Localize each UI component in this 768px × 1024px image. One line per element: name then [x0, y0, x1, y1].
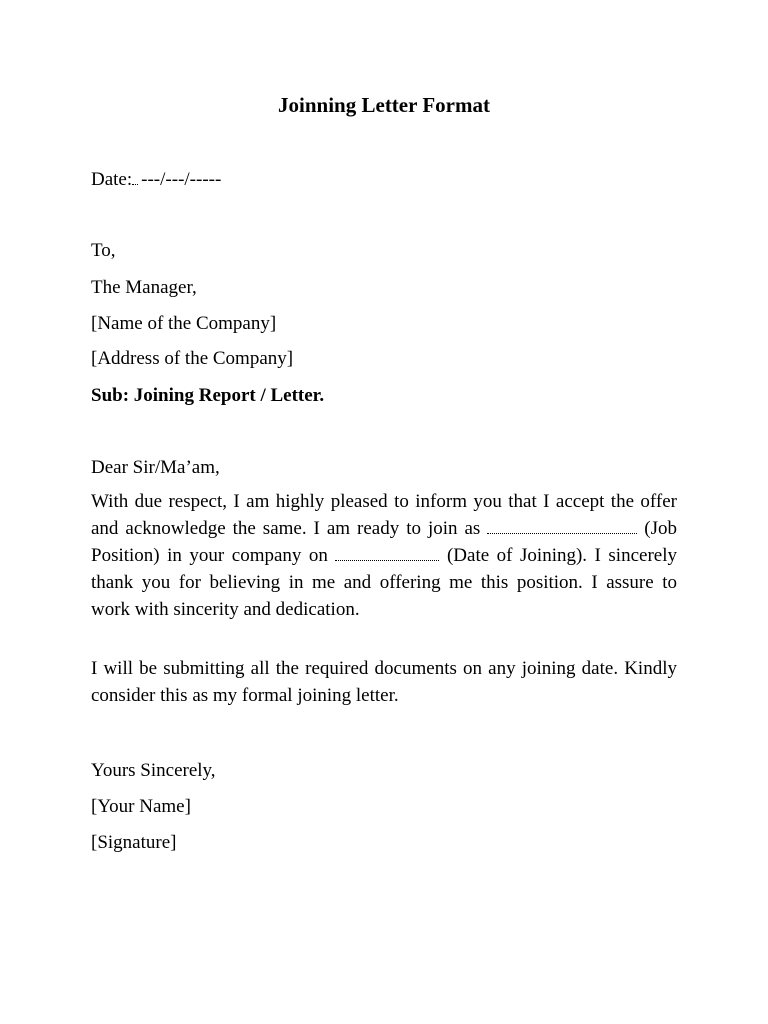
paragraph-2-line-1: I will be submitting all the required documents on any joining date. Kindly	[91, 658, 677, 679]
salutation: Dear Sir/Ma’am,	[91, 457, 220, 478]
subject-line: Sub: Joining Report / Letter.	[91, 385, 325, 406]
date-of-joining-text: (Date of Joining). I sincerely	[446, 545, 677, 566]
date-value: ---/---/-----	[141, 169, 222, 190]
closing-name: [Your Name]	[91, 796, 191, 817]
paragraph-2-line-2: consider this as my formal joining letter.	[91, 685, 399, 706]
job-label: (Job	[644, 518, 678, 539]
date-of-joining-blank	[335, 559, 439, 561]
closing-sign-off: Yours Sincerely,	[91, 760, 216, 781]
paragraph-1-line-3	[91, 542, 677, 569]
recipient-manager: The Manager,	[91, 277, 197, 298]
date-label: Date:	[91, 169, 133, 190]
recipient-company-name: [Name of the Company]	[91, 313, 277, 334]
recipient-company-address: [Address of the Company]	[91, 348, 294, 369]
company-on-text: Position) in your company on	[91, 545, 328, 566]
paragraph-1-line-1: With due respect, I am highly pleased to inform you that I accept the offer	[91, 491, 677, 512]
paragraph-1-line-5: work with sincerity and dedication.	[91, 599, 360, 620]
date-line	[91, 170, 221, 189]
join-as-text: and acknowledge the same. I am ready to join as	[91, 518, 481, 539]
recipient-to: To,	[91, 240, 116, 261]
document-title: Joinning Letter Format	[278, 93, 490, 117]
body-paragraph-2	[91, 655, 677, 709]
job-position-blank	[487, 532, 637, 534]
body-paragraph-1	[91, 488, 677, 623]
date-blank	[132, 183, 138, 185]
paragraph-1-line-4: thank you for believing in me and offering me this position. I assure to	[91, 572, 677, 593]
closing-signature: [Signature]	[91, 832, 177, 853]
paragraph-1-line-2	[91, 515, 677, 542]
